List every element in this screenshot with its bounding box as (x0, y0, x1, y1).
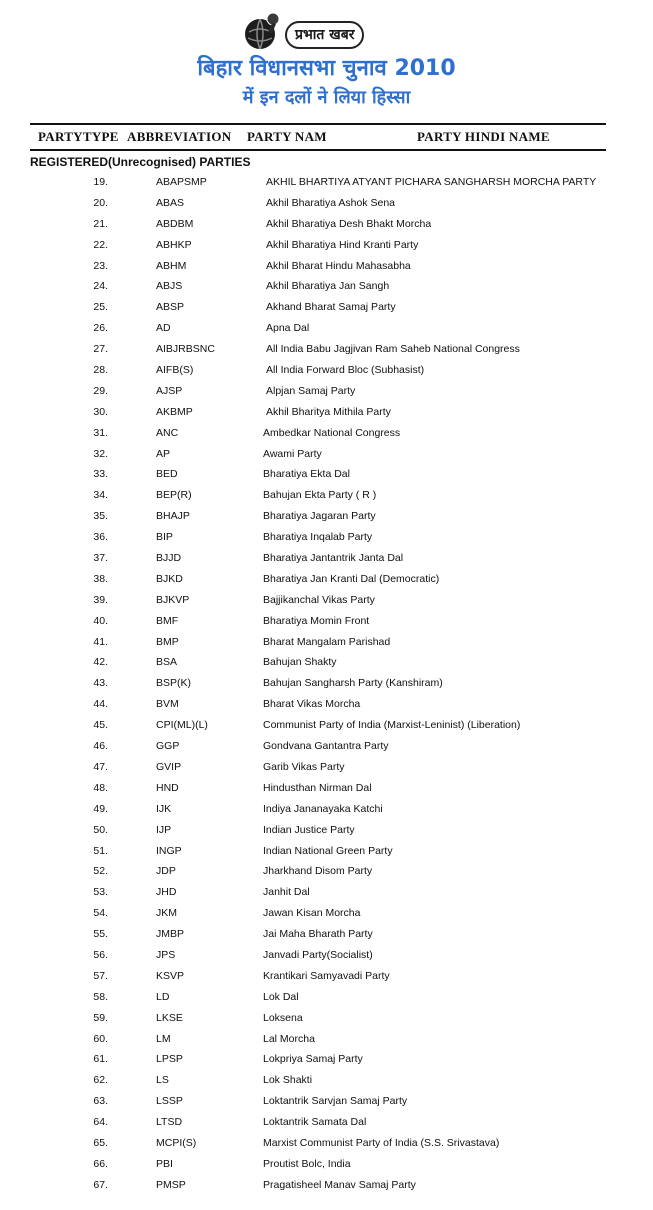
party-name: Apna Dal (266, 322, 310, 335)
party-abbreviation: IJK (156, 802, 172, 815)
table-row (0, 736, 653, 757)
table-row (0, 1029, 653, 1050)
table-row (0, 464, 653, 485)
party-name: Indiya Jananayaka Katchi (263, 802, 383, 815)
table-row (0, 1175, 653, 1196)
row-number: 29. (93, 384, 108, 397)
table-row (0, 423, 653, 444)
party-abbreviation: MCPI(S) (156, 1136, 197, 1149)
row-number: 21. (93, 217, 108, 230)
table-row (0, 318, 653, 339)
party-abbreviation: AP (156, 447, 171, 460)
table-row (0, 757, 653, 778)
table-row (0, 172, 653, 193)
page-subtitle: में इन दलों ने लिया हिस्सा (242, 87, 411, 108)
party-abbreviation: AD (156, 322, 171, 335)
row-number: 57. (93, 969, 108, 982)
party-abbreviation: BSP(K) (156, 677, 192, 690)
party-abbreviation: JDP (156, 865, 176, 878)
row-number: 55. (93, 928, 108, 941)
party-abbreviation: IJP (156, 823, 172, 836)
row-number: 65. (93, 1136, 108, 1149)
table-row (0, 256, 653, 277)
row-number: 49. (93, 802, 108, 815)
row-number: 45. (93, 719, 108, 732)
table-row (0, 924, 653, 945)
column-header-partytype: PARTYTYPE (38, 129, 119, 144)
row-number: 53. (93, 886, 108, 899)
table-row (0, 1070, 653, 1091)
party-name: Akhil Bharatiya Desh Bhakt Morcha (266, 217, 432, 230)
row-number: 60. (93, 1032, 108, 1045)
row-number: 23. (93, 259, 108, 272)
party-abbreviation: BJKVP (156, 593, 190, 606)
table-row (0, 297, 653, 318)
row-number: 59. (93, 1011, 108, 1024)
row-number: 42. (93, 656, 108, 669)
table-row (0, 611, 653, 632)
table-row (0, 1112, 653, 1133)
row-number: 39. (93, 593, 108, 606)
party-abbreviation: JPS (156, 948, 176, 961)
brand-name: प्रभात खबर (285, 21, 364, 49)
row-number: 35. (93, 510, 108, 523)
row-number: 33. (93, 468, 108, 481)
party-abbreviation: ABAS (156, 196, 185, 209)
party-abbreviation: LSSP (156, 1095, 183, 1108)
party-name: Bharatiya Jantantrik Janta Dal (263, 552, 404, 565)
table-row (0, 861, 653, 882)
table-row (0, 444, 653, 465)
row-number: 40. (93, 614, 108, 627)
party-name: Jharkhand Disom Party (263, 865, 373, 878)
row-number: 56. (93, 948, 108, 961)
table-row (0, 590, 653, 611)
party-name: Awami Party (263, 447, 322, 460)
party-abbreviation: ANC (156, 426, 179, 439)
party-abbreviation: JHD (156, 886, 177, 899)
row-number: 47. (93, 760, 108, 773)
party-abbreviation: JMBP (156, 928, 185, 941)
table-row (0, 778, 653, 799)
table-row (0, 1091, 653, 1112)
table-row (0, 402, 653, 423)
row-number: 66. (93, 1157, 108, 1170)
party-abbreviation: AIFB(S) (156, 364, 194, 377)
header-rule-bottom (30, 149, 606, 151)
table-row (0, 276, 653, 297)
row-number: 64. (93, 1116, 108, 1129)
party-abbreviation: AKBMP (156, 405, 193, 418)
party-abbreviation: BED (156, 468, 178, 481)
party-name: Janhit Dal (263, 886, 310, 899)
party-abbreviation: LS (156, 1074, 169, 1087)
row-number: 30. (93, 405, 108, 418)
party-name: Bahujan Ekta Party ( R ) (263, 489, 377, 502)
party-name: Communist Party of India (Marxist-Leninist) (Liberation) (263, 719, 521, 732)
row-number: 54. (93, 907, 108, 920)
party-abbreviation: LPSP (156, 1053, 183, 1066)
party-abbreviation: INGP (156, 844, 182, 857)
party-abbreviation: BJKD (156, 572, 183, 585)
row-number: 38. (93, 572, 108, 585)
table-row (0, 882, 653, 903)
table-row (0, 360, 653, 381)
table-row (0, 381, 653, 402)
party-name: Akhil Bharatiya Jan Sangh (266, 280, 390, 293)
party-abbreviation: HND (156, 781, 179, 794)
section-title: REGISTERED(Unrecognised) PARTIES (30, 155, 251, 169)
party-abbreviation: ABJS (156, 280, 183, 293)
party-name: All India Forward Bloc (Subhasist) (266, 364, 425, 377)
row-number: 63. (93, 1095, 108, 1108)
party-name: Jawan Kisan Morcha (263, 907, 361, 920)
party-name: Marxist Communist Party of India (S.S. Srivastava) (263, 1136, 500, 1149)
party-name: Loktantrik Samata Dal (263, 1116, 367, 1129)
party-name: Indian National Green Party (263, 844, 393, 857)
row-number: 24. (93, 280, 108, 293)
party-name: Loksena (263, 1011, 303, 1024)
party-abbreviation: LM (156, 1032, 171, 1045)
page-title: बिहार विधानसभा चुनाव 2010 (197, 56, 456, 81)
party-abbreviation: AIBJRBSNC (156, 343, 215, 356)
row-number: 41. (93, 635, 108, 648)
row-number: 62. (93, 1074, 108, 1087)
row-number: 61. (93, 1053, 108, 1066)
party-name: Loktantrik Sarvjan Samaj Party (263, 1095, 408, 1108)
table-row (0, 548, 653, 569)
party-list (0, 172, 653, 1196)
table-row (0, 841, 653, 862)
party-name: Proutist Bolc, India (263, 1157, 351, 1170)
column-header-party-name: PARTY NAM (247, 129, 327, 144)
table-row (0, 193, 653, 214)
row-number: 52. (93, 865, 108, 878)
party-name: Bharatiya Ekta Dal (263, 468, 350, 481)
party-name: Alpjan Samaj Party (266, 384, 356, 397)
table-row (0, 903, 653, 924)
party-abbreviation: LD (156, 990, 170, 1003)
party-name: Jai Maha Bharath Party (263, 928, 373, 941)
row-number: 26. (93, 322, 108, 335)
party-name: Janvadi Party(Socialist) (263, 948, 373, 961)
row-number: 48. (93, 781, 108, 794)
party-abbreviation: LKSE (156, 1011, 183, 1024)
table-row (0, 715, 653, 736)
party-abbreviation: BSA (156, 656, 178, 669)
row-number: 36. (93, 531, 108, 544)
party-name: Akhil Bharitya Mithila Party (266, 405, 391, 418)
party-abbreviation: JKM (156, 907, 177, 920)
table-row (0, 1049, 653, 1070)
table-row (0, 214, 653, 235)
party-name: Bharatiya Jan Kranti Dal (Democratic) (263, 572, 440, 585)
party-name: Ambedkar National Congress (263, 426, 401, 439)
row-number: 43. (93, 677, 108, 690)
party-name: Akhil Bharatiya Ashok Sena (266, 196, 395, 209)
party-name: Akhil Bharatiya Hind Kranti Party (266, 238, 419, 251)
table-row (0, 506, 653, 527)
row-number: 58. (93, 990, 108, 1003)
party-abbreviation: PBI (156, 1157, 173, 1170)
table-row (0, 945, 653, 966)
microphone-globe-icon (240, 10, 284, 54)
row-number: 37. (93, 552, 108, 565)
party-abbreviation: BHAJP (156, 510, 190, 523)
row-number: 34. (93, 489, 108, 502)
row-number: 19. (93, 176, 108, 188)
party-name: Pragatisheel Manav Samaj Party (263, 1178, 416, 1191)
party-abbreviation: ABAPSMP (156, 176, 207, 188)
table-row (0, 235, 653, 256)
table-row (0, 820, 653, 841)
party-name: Indian Justice Party (263, 823, 355, 836)
row-number: 22. (93, 238, 108, 251)
party-abbreviation: PMSP (156, 1178, 186, 1191)
table-row (0, 694, 653, 715)
row-number: 20. (93, 196, 108, 209)
party-abbreviation: ABSP (156, 301, 185, 314)
table-row (0, 1133, 653, 1154)
party-name: All India Babu Jagjivan Ram Saheb National Congress (266, 343, 520, 356)
party-name: Lok Dal (263, 990, 299, 1003)
party-name: Akhand Bharat Samaj Party (266, 301, 396, 314)
table-row (0, 673, 653, 694)
table-row (0, 652, 653, 673)
party-name: Bharatiya Jagaran Party (263, 510, 376, 523)
table-row (0, 966, 653, 987)
table-row (0, 339, 653, 360)
party-name: Lokpriya Samaj Party (263, 1053, 363, 1066)
row-number: 46. (93, 740, 108, 753)
party-name: Krantikari Samyavadi Party (263, 969, 390, 982)
party-name: Bharatiya Momin Front (263, 614, 370, 627)
party-name: Akhil Bharat Hindu Mahasabha (266, 259, 411, 272)
party-abbreviation: ABDBM (156, 217, 194, 230)
party-name: Bahujan Sangharsh Party (Kanshiram) (263, 677, 443, 690)
table-row (0, 799, 653, 820)
party-abbreviation: KSVP (156, 969, 185, 982)
party-abbreviation: CPI(ML)(L) (156, 719, 208, 732)
table-row (0, 569, 653, 590)
table-row (0, 527, 653, 548)
table-row (0, 485, 653, 506)
table-row (0, 632, 653, 653)
party-abbreviation: AJSP (156, 384, 183, 397)
row-number: 27. (93, 343, 108, 356)
party-name: AKHIL BHARTIYA ATYANT PICHARA SANGHARSH MORCHA PARTY (266, 176, 597, 188)
party-name: Bahujan Shakty (263, 656, 337, 669)
row-number: 28. (93, 364, 108, 377)
party-name: Gondvana Gantantra Party (263, 740, 389, 753)
party-name: Bharat Vikas Morcha (263, 698, 361, 711)
header-rule-top (30, 123, 606, 125)
party-abbreviation: ABHM (156, 259, 187, 272)
table-row (0, 1008, 653, 1029)
party-name: Bharatiya Inqalab Party (263, 531, 373, 544)
party-name: Garib Vikas Party (263, 760, 345, 773)
party-abbreviation: BIP (156, 531, 173, 544)
row-number: 32. (93, 447, 108, 460)
row-number: 67. (93, 1178, 108, 1191)
row-number: 50. (93, 823, 108, 836)
table-row (0, 987, 653, 1008)
column-header-party-hindi-name: PARTY HINDI NAME (417, 129, 550, 144)
table-row (0, 1154, 653, 1175)
brand-logo (240, 10, 370, 54)
party-name: Hindusthan Nirman Dal (263, 781, 372, 794)
row-number: 44. (93, 698, 108, 711)
party-abbreviation: BEP(R) (156, 489, 192, 502)
party-name: Bajjikanchal Vikas Party (263, 593, 375, 606)
party-abbreviation: LTSD (156, 1116, 183, 1129)
party-abbreviation: BMP (156, 635, 179, 648)
party-abbreviation: GGP (156, 740, 180, 753)
party-abbreviation: ABHKP (156, 238, 192, 251)
party-abbreviation: BJJD (156, 552, 182, 565)
party-abbreviation: BVM (156, 698, 179, 711)
party-name: Lok Shakti (263, 1074, 313, 1087)
row-number: 51. (93, 844, 108, 857)
party-name: Lal Morcha (263, 1032, 315, 1045)
row-number: 25. (93, 301, 108, 314)
party-name: Bharat Mangalam Parishad (263, 635, 391, 648)
party-abbreviation: GVIP (156, 760, 182, 773)
party-abbreviation: BMF (156, 614, 179, 627)
column-header-abbreviation: ABBREVIATION (127, 129, 232, 144)
row-number: 31. (93, 426, 108, 439)
